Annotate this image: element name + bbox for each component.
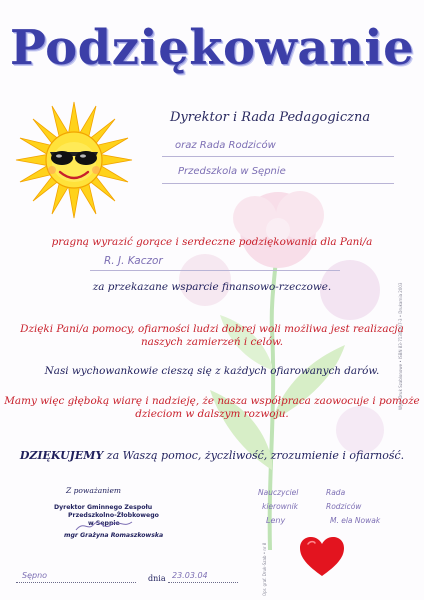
support-text: za przekazane wsparcie finansowo-rzeczowe. [92, 281, 332, 293]
thanks-line [0, 449, 424, 462]
recipient-line [90, 270, 340, 271]
handwritten-kindergarten: Przedszkola w Sępnie [178, 166, 286, 177]
paragraph-2: Nasi wychowankowie cieszą się z każdych ofiarowanych darów. [44, 365, 380, 377]
side-print-right: Wyd. Druk Szablonowe • ISBN 83-7130-207-3 • Drukarnia 2003 [398, 282, 403, 410]
recipient-handwritten: R. J. Kaczor [104, 255, 163, 267]
heart-icon [298, 536, 346, 578]
signature-right-2: Rodziców [326, 502, 362, 511]
side-print-bottom: Opr. graf. Druk-Szab • nr 8 [262, 542, 267, 596]
signature-right-1: Rada [326, 488, 346, 497]
director-stamp [54, 502, 164, 546]
document-title: Podziękowanie [9, 20, 415, 76]
stamp-line-4: mgr Grażyna Romaszkowska [64, 532, 164, 539]
handwritten-parents-council: oraz Rada Rodziców [175, 140, 276, 151]
express-thanks-text: pragną wyrazić gorące i serdeczne podziękowania dla Pani/a [51, 236, 373, 248]
handwriting-line-2 [162, 183, 394, 184]
date-label: dnia [148, 574, 166, 583]
paragraph-1-line-1: Dzięki Pani/a pomocy, ofiarności ludzi dobrej woli możliwa jest realizacja [20, 323, 404, 335]
signature-right-3: M. ela Nowak [330, 516, 381, 525]
thanks-rest: za Waszą pomoc, życzliwość, zrozumienie i ofiarność. [103, 449, 405, 462]
regards-text: Z poważaniem [66, 486, 122, 495]
signature-left-3: Leny [266, 516, 286, 525]
place-handwritten: Sępno [22, 571, 48, 580]
date-handwritten: 23.03.04 [172, 571, 208, 580]
handwriting-line-1 [162, 156, 394, 157]
signature-left-2: kierownik [262, 502, 299, 511]
paragraph-3-line-2: dzieciom w dalszym rozwoju. [135, 408, 289, 420]
place-line [16, 582, 136, 583]
stamp-line-2: Przedszkolno-Żłobkowego [68, 512, 159, 519]
paragraph-3-line-1: Mamy więc głęboką wiarę i nadzieję, że nasza współpraca zaowocuje i pomoże [4, 395, 420, 407]
sun-with-sunglasses-icon [14, 100, 134, 220]
stamp-line-1: Dyrektor Gminnego Zespołu [54, 504, 153, 511]
paragraph-1-line-2: naszych zamierzeń i celów. [140, 336, 284, 348]
thanks-bold-word: DZIĘKUJEMY [19, 449, 104, 462]
signature-left-1: Nauczyciel [258, 488, 299, 497]
stamp-line-3: w Sępnie [88, 520, 120, 527]
date-line [168, 582, 238, 583]
issuer-heading: Dyrektor i Rada Pedagogiczna [170, 110, 371, 125]
